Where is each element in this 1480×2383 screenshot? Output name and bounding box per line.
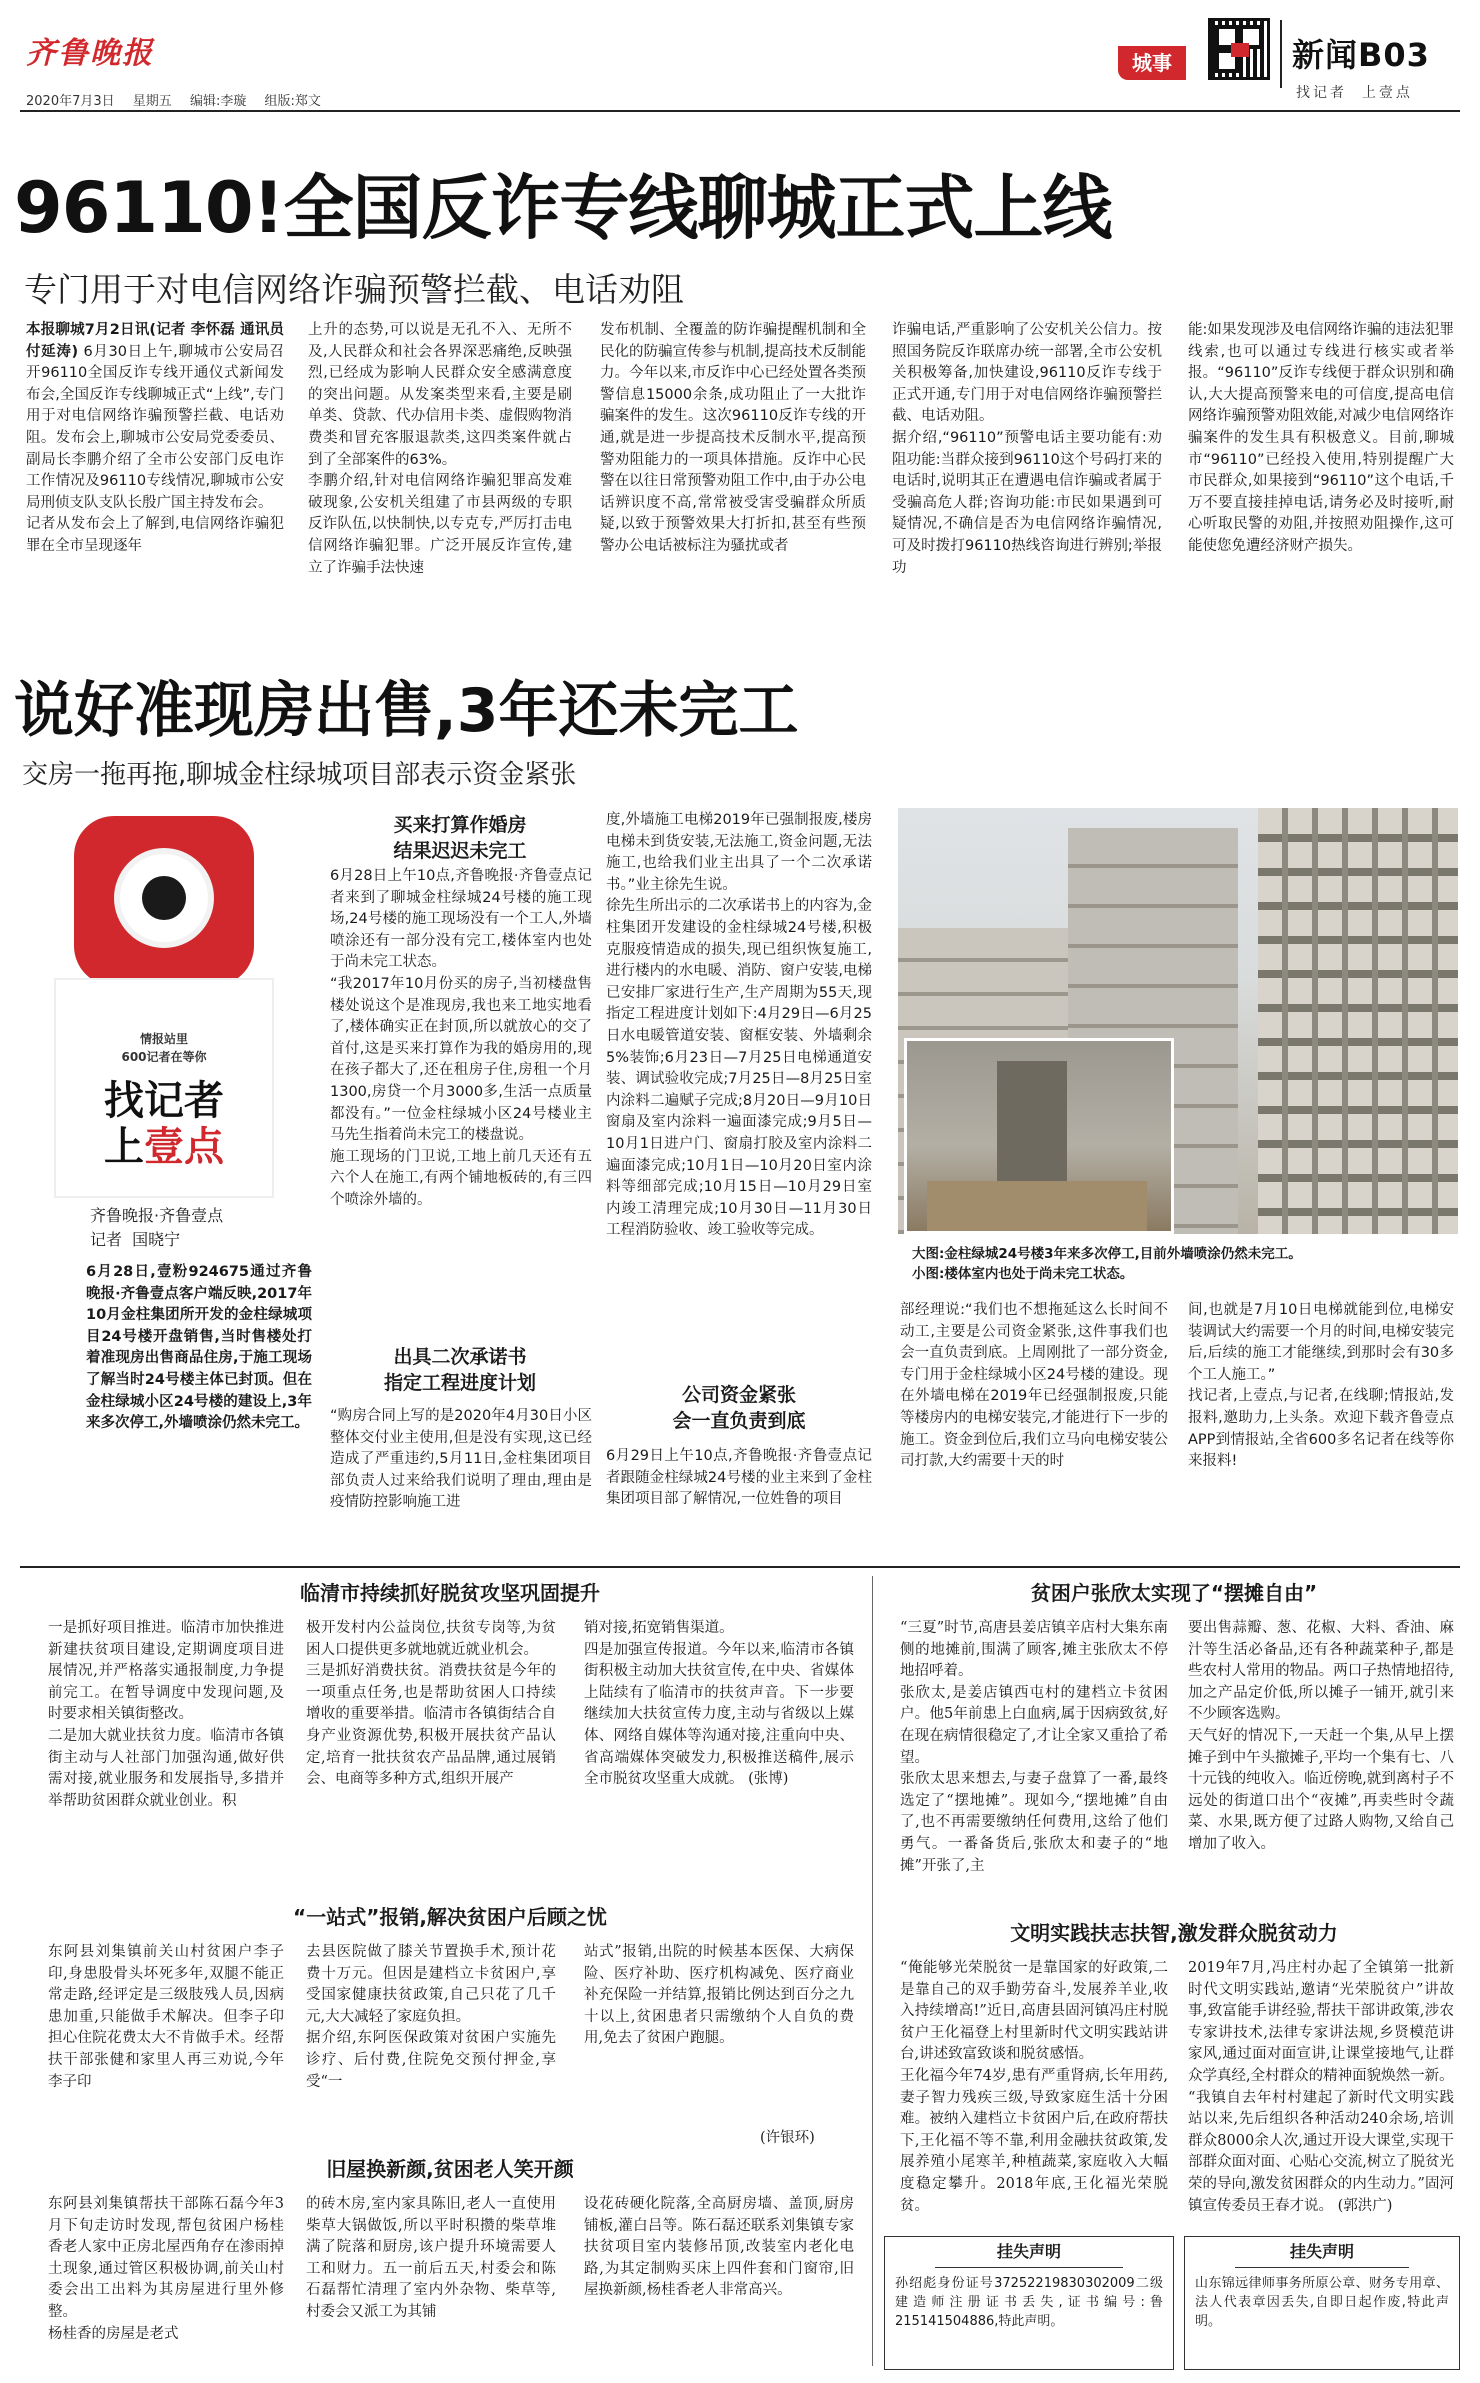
section-tag-label: 城事	[1132, 51, 1172, 75]
article2-colB-text: 度,外墙施工电梯2019年已强制报废,楼房电梯未到货安装,无法施工,资金问题,无法施工,也给我们业主出具了一个二次承诺书。”业主徐先生说。 徐先生所出示的二次承诺书上的内容为,金柱集团开发建设的金柱绿城24号楼,积极克服疫情造成的损失,现已组织恢复施工,进行楼内的水电暖、消防、窗户安装,电梯已安排厂家进行生产,生产周期为55天,现指定工程进度计划如下:4月29日—6月25日水电暖管道安装、窗框安装、外墙剩余5%装饰;6月23日—7月25日电梯通道安装、调试验收完成;7月25日—8月25日室内涂料二遍赋子完成;8月20日—9月10日窗扇及室内涂料一遍面漆完成;9月5日—10月1日进户门、窗扇打胶及室内涂料二遍面漆完成;10月1日—10月20日室内涂料等细部完成;10月15日—10月29日室内竣工清理完成;10月30日—11月30日工程消防验收、竣工验收等完成。	[606, 812, 872, 1239]
article2-sub1: 买来打算作婚房 结果迟迟未完工	[393, 814, 527, 862]
article2-byline	[90, 1204, 223, 1252]
promo-big2-a: 上	[104, 1124, 144, 1170]
notice-1-title: 挂失声明	[935, 2237, 1123, 2268]
article1-col2	[308, 320, 572, 660]
article2-headline: 说好准现房出售,3年还未完工	[14, 676, 799, 746]
byline-reporter: 记者 国晓宁	[90, 1230, 181, 1249]
promo-big1: 找记者	[104, 1078, 224, 1124]
camera-lens-icon	[114, 848, 214, 948]
article6-c1	[900, 1618, 1168, 1918]
article7-c1-text: “俺能够光荣脱贫一是靠国家的好政策,二是靠自己的双手勤劳奋斗,发展养羊业,收入持续增高!”近日,高唐县固河镇冯庄村脱贫户王化福登上村里新时代文明实践站讲台,讲述致富致谈和脱贫感悟。 王化福今年74岁,患有严重肾病,长年用药,妻子智力残疾三级,导致家庭生活十分困难。被纳入建档立卡贫困户后,在政府帮扶下,王化福不等不靠,利用金融扶贫政策,发展养殖小尾寒羊,种植蔬菜,家庭收入大幅度稳定攀升。2018年底,王化福光荣脱贫。	[900, 1960, 1168, 2214]
article2-colB2-text: 6月29日上午10点,齐鲁晚报·齐鲁壹点记者跟随金柱绿城24号楼的业主来到了金柱集团项目部了解情况,一位姓鲁的项目	[606, 1448, 872, 1508]
article6-c2	[1188, 1618, 1454, 1918]
top-rule	[20, 110, 1460, 112]
slogan: 找记者 上壹点	[1296, 85, 1413, 101]
article2-subhead: 交房一拖再拖,聊城金柱绿城项目部表示资金紧张	[22, 760, 577, 790]
article4-c1-text: 东阿县刘集镇前关山村贫困户李子印,身患股骨头坏死多年,双腿不能正常走路,经评定是三级肢残人员,因病患加重,只能做手术解决。但李子印担心住院花费太大不肯做手术。经帮扶干部张健和家里人再三劝说,今年李子印	[48, 1944, 284, 2090]
article3-c1-text: 一是抓好项目推进。临清市加快推进新建扶贫项目建设,定期调度项目进展情况,并严格落实通报制度,力争提前完工。在暂导调度中发现问题,及时要求相关镇街整改。 二是加大就业扶贫力度。临清市各镇街主动与人社部门加强沟通,做好供需对接,就业服务和发展指导,多措并举帮助贫困群众就业创业。积	[48, 1620, 284, 1809]
notice-2-body: 山东锦远律师事务所原公章、财务专用章、法人代表章因丢失,自即日起作废,特此声明。	[1195, 2276, 1449, 2329]
article2-colB	[606, 810, 872, 1380]
article1-col4-text: 诈骗电话,严重影响了公安机关公信力。按照国务院反诈联席办统一部署,全市公安机关积极筹备,加快建设,96110反诈专线于正式开通,专门用于对电信网络诈骗预警拦截、电话劝阻。 据介绍,“96110”预警电话主要功能有:劝阻功能:当群众接到96110这个号码打来的电话时,说明其正在遭遇电信诈骗或者属于受骗高危人群;咨询功能:市民如果遇到可疑情况,不确信是否为电信网络诈骗情况,可及时拨打96110热线咨询进行辨别;举报功	[892, 322, 1162, 576]
photo-caption: 大图:金柱绿城24号楼3年来多次停工,目前外墙喷涂仍然未完工。 小图:楼体室内也处于尚未完工状态。	[912, 1246, 1302, 1282]
notice-2	[1184, 2236, 1460, 2370]
article2-colC	[900, 1300, 1168, 1558]
interior-photo	[904, 1038, 1174, 1234]
article7-headline: 文明实践扶志扶智,激发群众脱贫动力	[1010, 1921, 1338, 1945]
article2-colD-text: 间,也就是7月10日电梯就能到位,电梯安装调试大约需要一个月的时间,电梯安装完后,后续的施工才能继续,到那时会有30多个工人施工。” 找记者,上壹点,与记者,在线聊;情报站,发报料,邀助力,上头条。欢迎下载齐鲁壹点APP到情报站,全省600多名记者在线等你来报料!	[1188, 1302, 1454, 1470]
article1-col1	[26, 320, 284, 660]
masthead	[0, 0, 1480, 110]
article1-col5-text: 能:如果发现涉及电信网络诈骗的违法犯罪线索,也可以通过专线进行核实或者举报。“96110”反诈专线便于群众识别和确认,大大提高预警来电的可信度,提高电信网络诈骗预警劝阻效能,对减少电信网络诈骗案件的发生具有积极意义。目前,聊城市“96110”已经投入使用,特别提醒广大市民群众,如果接到“96110”这个电话,千万不要直接挂掉电话,请务必及时接听,耐心听取民警的劝阻,并按照劝阻操作,这可能使您免遭经济财产损失。	[1188, 322, 1454, 554]
issue-weekday: 星期五	[132, 94, 172, 109]
article2-colA-text: 6月28日上午10点,齐鲁晚报·齐鲁壹点记者来到了聊城金柱绿城24号楼的施工现场,24号楼的施工现场没有一个工人,外墙喷涂还有一部分没有完工,楼体室内也处于尚未完工状态。 “我2017年10月份买的房子,当初楼盘售楼处说这个是准现房,我也来工地实地看了,楼体确实正在封顶,所以就放心的交了首付,这是买来打算作为我的婚房用的,现在孩子都大了,还在租房子住,房租一个月1300,房贷一个月3000多,生活一点质量都没有。”一位金柱绿城小区24号楼业主马先生指着尚未完工的楼盘说。 施工现场的门卫说,工地上前几天还有五六个人在施工,有两个铺地板砖的,有三四个喷涂外墙的。	[330, 868, 592, 1208]
article3-c3	[584, 1618, 854, 1904]
issue-meta	[26, 90, 321, 109]
article4-author: (许银环)	[760, 2130, 815, 2146]
article7-author: (郭洪广)	[1337, 2197, 1393, 2214]
byline-org: 齐鲁晚报·齐鲁壹点	[90, 1206, 224, 1225]
notice-1-body: 孙绍彪身份证号37252219830302009二级建造师注册证书丢失,证书编号:鲁215141504886,特此声明。	[895, 2276, 1163, 2329]
article2-colA	[330, 866, 592, 1336]
designer: 组版:郑文	[264, 94, 321, 109]
article4-c2	[306, 1942, 556, 2152]
article5-c3-text: 设花砖硬化院落,全高厨房墙、盖顶,厨房铺板,灌白吕等。陈石磊还联系刘集镇专家扶贫项目室内装修吊顶,改装室内老化电路,为其定制购买床上四件套和门窗帘,旧屋换新颜,杨桂香老人非常高兴。	[584, 2196, 854, 2299]
article2-colB2	[606, 1446, 872, 1558]
article2-sub3: 公司资金紧张 会一直负责到底	[672, 1384, 806, 1432]
article4-c2-text: 去县医院做了膝关节置换手术,预计花费十万元。但因是建档立卡贫困户,享受国家健康扶贫政策,自己只花了几千元,大大减轻了家庭负担。 据介绍,东阿医保政策对贫困户实施先诊疗、后付费,住院免交预付押金,享受“一	[306, 1944, 556, 2090]
article4-c1	[48, 1942, 284, 2152]
notice-2-title: 挂失声明	[1235, 2237, 1409, 2268]
article3-headline: 临清市持续抓好脱贫攻坚巩固提升	[300, 1581, 600, 1605]
article4-c3	[584, 1942, 854, 2122]
section-tag	[1118, 46, 1186, 80]
issue-date: 2020年7月3日	[26, 94, 115, 109]
qr-code-icon	[1208, 18, 1270, 80]
article4-headline: “一站式”报销,解决贫困户后顾之忧	[293, 1905, 607, 1929]
article1-col5	[1188, 320, 1454, 660]
article2-sub2: 出具二次承诺书 指定工程进度计划	[383, 1346, 536, 1394]
article7-c1	[900, 1958, 1168, 2228]
article1-headline: 96110!全国反诈专线聊城正式上线	[14, 167, 1112, 249]
article3-c2	[306, 1618, 556, 1904]
article5-c1	[48, 2194, 284, 2366]
article1-lead: 本报聊城7月2日讯(记者 李怀磊 通讯员 付延涛)	[26, 322, 284, 360]
article5-c2-text: 的砖木房,室内家具陈旧,老人一直使用柴草大锅做饭,所以平时积攒的柴草堆满了院落和厨房,该户提升环境需要人工和财力。五一前后五天,村委会和陈石磊帮忙清理了室内外杂物、柴草等,村委会又派工为其铺	[306, 2196, 556, 2320]
promo-small1: 情报站里	[139, 1032, 188, 1046]
editor: 编辑:李璇	[189, 94, 247, 109]
article1-col3	[600, 320, 866, 660]
article1-subhead: 专门用于对电信网络诈骗预警拦截、电话劝阻	[24, 270, 684, 309]
article3-c1	[48, 1618, 284, 1904]
article6-c2-text: 要出售蒜瓣、葱、花椒、大料、香油、麻汁等生活必备品,还有各种蔬菜种子,都是些农村人常用的物品。两口子热情地招待,加之产品定价低,所以摊子一铺开,就引来不少顾客选购。 天气好的情况下,一天赶一个集,从早上摆摊子到中午头撤摊子,平均一个集有七、八十元钱的纯收入。临近傍晚,就到离村子不远处的街道口出个“夜摊”,再卖些时令蔬菜、水果,既方便了过路人购物,又给自己增加了收入。	[1188, 1620, 1454, 1852]
article2-colD	[1188, 1300, 1454, 1558]
section-name: 新闻B03	[1292, 36, 1430, 74]
article5-c1-text: 东阿县刘集镇帮扶干部陈石磊今年3月下旬走访时发现,帮包贫困户杨桂香老人家中正房北屋西角存在渗雨掉土现象,通过管区积极协调,前关山村委会出工出料为其房屋进行里外修整。 杨桂香的房屋是老式	[48, 2196, 284, 2342]
article6-c1-text: “三夏”时节,高唐县姜店镇辛店村大集东南侧的地摊前,围满了顾客,摊主张欣太不停地招呼着。 张欣太,是姜店镇西屯村的建档立卡贫困户。他5年前患上白血病,属于因病致贫,好在现在病情很稳定了,才让全家又重拾了希望。 张欣太思来想去,与妻子盘算了一番,最终选定了“摆地摊”。现如今,“摆地摊”自由了,也不再需要缴纳任何费用,这给了他们勇气。一番备货后,张欣太和妻子的“地摊”开张了,主	[900, 1620, 1168, 1874]
vertical-divider	[872, 1576, 873, 2366]
article1-col2-text: 上升的态势,可以说是无孔不入、无所不及,人民群众和社会各界深恶痛绝,反映强烈,已经成为影响人民群众安全感满意度的突出问题。从发案类型来看,主要是刷单类、贷款、代办信用卡类、虚假购物消费类和冒充客服退款类,这四类案件就占到了全部案件的63%。 李鹏介绍,针对电信网络诈骗犯罪高发难破现象,公安机关组建了市县两级的专职反诈队伍,以快制快,以专克专,严厉打击电信网络诈骗犯罪。广泛开展反诈宣传,建立了诈骗手法快速	[308, 322, 572, 576]
article3-c3-text: 销对接,拓宽销售渠道。 四是加强宣传报道。今年以来,临清市各镇街积极主动加大扶贫宣传,在中央、省媒体上陆续有了临清市的扶贫声音。下一步要继续加大扶贫宣传力度,主动与省级以上媒体、网络自媒体等沟通对接,注重向中央、省高端媒体突破发力,积极推送稿件,展示全市脱贫攻坚重大成就。	[584, 1620, 854, 1788]
article2-colA2	[330, 1406, 592, 1558]
article6-headline: 贫困户张欣太实现了“摆摊自由”	[1030, 1581, 1318, 1605]
article3-author: (张博)	[748, 1771, 789, 1788]
promo-big2	[44, 1124, 284, 1170]
paper-name: 齐鲁晚报	[26, 36, 154, 71]
masthead-divider	[1280, 20, 1282, 88]
article5-c2	[306, 2194, 556, 2366]
article2-colA2-text: “购房合同上写的是2020年4月30日小区整体交付业主使用,但是没有实现,这已经造成了严重违约,5月11日,金柱集团项目部负责人过来给我们说明了理由,理由是疫情防控影响施工进	[330, 1408, 592, 1511]
article2-lead	[86, 1262, 312, 1558]
article1-col3-text: 发布机制、全覆盖的防诈骗提醒机制和全民化的防骗宣传参与机制,提高技术反制能力。今年以来,市反诈中心已经处置各类预警信息15000余条,成功阻止了一大批诈骗案件的发生。这次96110反诈专线的开通,就是进一步提高技术反制水平,提高预警劝阻能力的一项具体措施。反诈中心民警在以往日常预警劝阻工作中,由于办公电话辨识度不高,常常被受害受骗群众所质疑,以致于预警效果大打折扣,甚至有些预警办公电话被标注为骚扰或者	[600, 322, 866, 554]
promo-big2-b: 壹点	[144, 1124, 224, 1170]
article2-colC-text: 部经理说:“我们也不想拖延这么长时间不动工,主要是公司资金紧张,这件事我们也会一直负责到底。上周刚批了一部分资金,专门用于金柱绿城小区24号楼的建设。现在外墙电梯在2019年已经强制报废,只能等楼房内的电梯安装完,才能进行下一步的施工。资金到位后,我们立马向电梯安装公司打款,大约需要十天的时	[900, 1302, 1168, 1470]
article7-c2-text: 2019年7月,冯庄村办起了全镇第一批新时代文明实践站,邀请“光荣脱贫户”讲故事,致富能手讲经验,帮扶干部讲政策,涉农专家讲技术,法律专家讲法规,乡贤模范讲家风,通过面对面宣讲,让课堂接地气,让群众学真经,全村群众的精神面貌焕然一新。 “我镇自去年村村建起了新时代文明实践站以来,先后组织各种活动240余场,培训群众8000余人次,通过开设大课堂,实现干部群众面对面、心贴心交流,树立了脱贫光荣的导向,激发贫困群众的内生动力。”固河镇宣传委员王春才说。	[1188, 1960, 1454, 2214]
article2-lead-text: 6月28日,壹粉924675通过齐鲁晚报·齐鲁壹点客户端反映,2017年10月金柱集团所开发的金柱绿城项目24号楼开盘销售,当时售楼处打着准现房出售商品住房,于施工现场了解当时24号楼主体已封顶。但在金柱绿城小区24号楼的建设上,3年来多次停工,外墙喷涂仍然未完工。	[86, 1264, 312, 1432]
article4-c3-text: 站式”报销,出院的时候基本医保、大病保险、医疗补助、医疗机构减免、医疗商业补充保险一并结算,报销比例达到百分之九十以上,贫困患者只需缴纳个人自负的费用,免去了贫困户跑腿。	[584, 1944, 854, 2047]
notice-1	[884, 2236, 1174, 2370]
article7-c2	[1188, 1958, 1454, 2228]
article1-col1-text: 6月30日上午,聊城市公安局召开96110全国反诈专线开通仪式新闻发布会,全国反诈专线聊城正式“上线”,专门用于对电信网络诈骗预警拦截、电话劝阻。发布会上,聊城市公安局党委委员、副局长李鹏介绍了全市公安部门反电诈工作情况及96110专线情况,聊城市公安局刑侦支队支队长殷广国主持发布会。 记者从发布会上了解到,电信网络诈骗犯罪在全市呈现逐年	[26, 343, 284, 554]
promo-graphic	[44, 808, 284, 1200]
article1-col4	[892, 320, 1162, 660]
promo-small2: 600记者在等你	[121, 1050, 207, 1064]
mid-rule	[20, 1566, 1460, 1568]
article5-c3	[584, 2194, 854, 2366]
article3-c2-text: 极开发村内公益岗位,扶贫专岗等,为贫困人口提供更多就地就近就业机会。 三是抓好消费扶贫。消费扶贫是今年的一项重点任务,也是帮助贫困人口持续增收的重要举措。临清市各镇街结合自身产业资源优势,积极开展扶贫产品认定,培育一批扶贫农产品品牌,通过展销会、电商等多种方式,组织开展产	[306, 1620, 556, 1788]
article5-headline: 旧屋换新颜,贫困老人笑开颜	[326, 2157, 574, 2181]
